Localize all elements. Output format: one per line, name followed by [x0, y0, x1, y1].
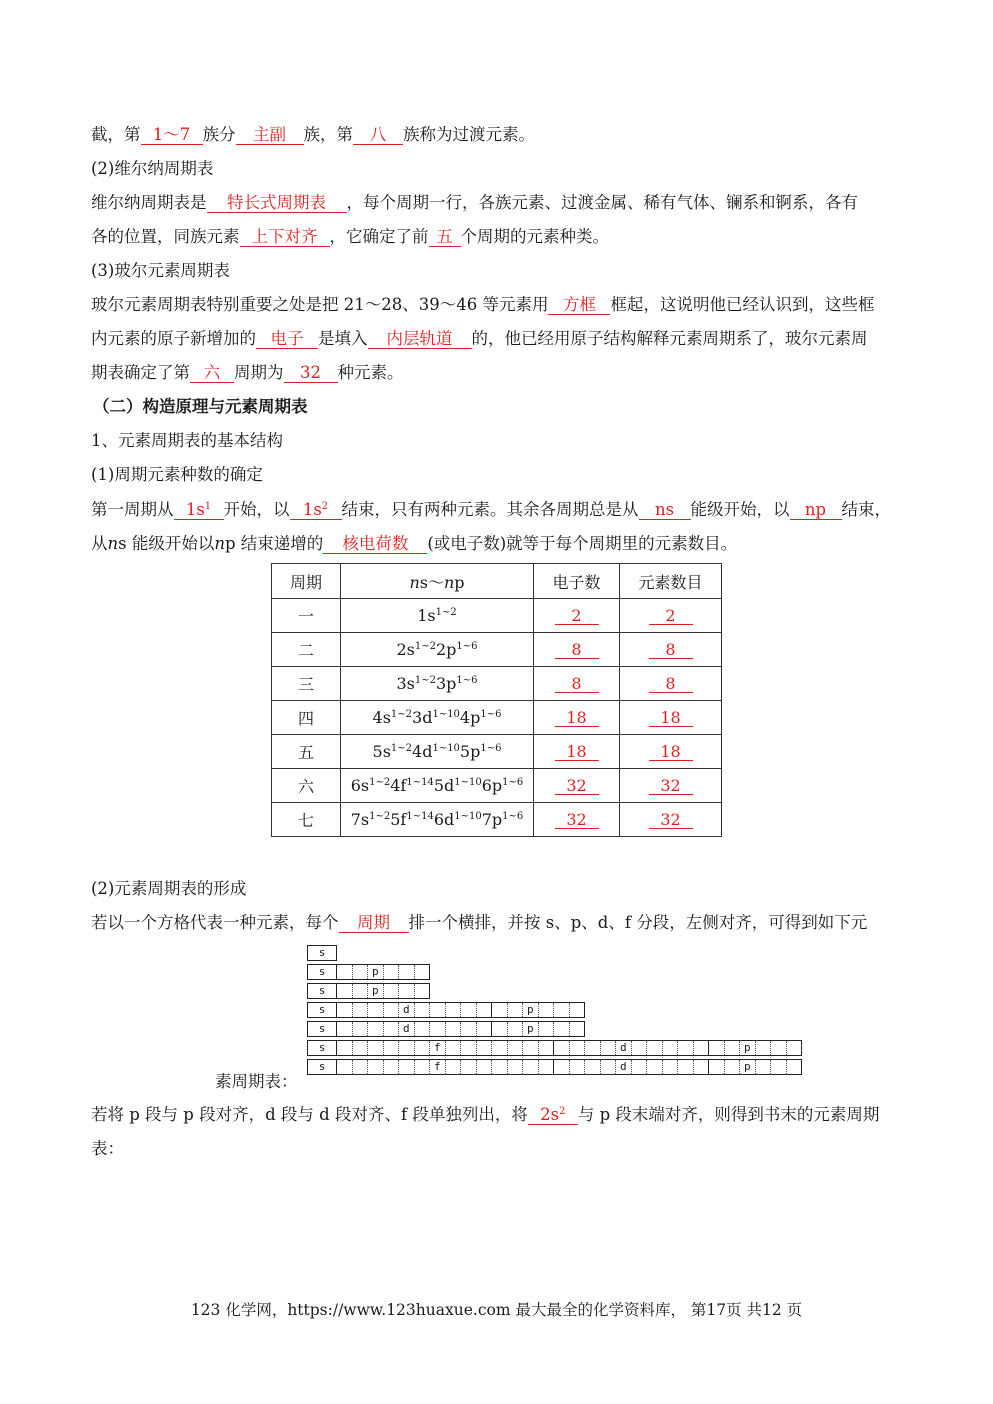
p-block — [336, 983, 430, 999]
diagram-cell: p — [740, 1041, 756, 1055]
diagram-cell — [353, 965, 369, 979]
diagram-cell: p — [740, 1060, 756, 1074]
answer-blank: $1s^2$ — [290, 501, 342, 520]
para-line-3c: 期表确定了第 六 周期为 32 种元素。 — [91, 363, 404, 382]
diagram-cell — [771, 1060, 787, 1074]
d-block — [553, 1040, 709, 1056]
diagram-cell — [492, 1003, 508, 1017]
p-block — [708, 1059, 802, 1075]
answer-blank: 上下对齐 — [240, 228, 330, 247]
diagram-cell — [585, 1060, 601, 1074]
diagram-row — [307, 1002, 802, 1018]
period-cell: 二 — [272, 633, 341, 667]
para-line-5: 若以一个方格代表一种元素，每个 周期 排一个横排，并按 s、p、d、f 分段，左侧对齐，可得到如下元 — [91, 913, 868, 932]
diagram-cell — [492, 1022, 508, 1036]
diagram-cell — [678, 1041, 694, 1055]
diagram-cell — [554, 1060, 570, 1074]
diagram-cell — [337, 984, 353, 998]
diagram-cell: f — [430, 1041, 446, 1055]
diagram-cell — [337, 1060, 353, 1074]
diagram-cell — [461, 1003, 477, 1017]
diagram-cell — [399, 1060, 415, 1074]
diagram-cell — [554, 1041, 570, 1055]
diagram-cell — [399, 984, 415, 998]
diagram-cell — [523, 1060, 539, 1074]
element-count-cell: 18 — [620, 701, 722, 735]
electron-count-cell: 18 — [534, 701, 620, 735]
diagram-row — [307, 1040, 802, 1056]
s-block — [307, 1002, 337, 1018]
s-block — [307, 1040, 337, 1056]
table-header: 元素数目 — [620, 564, 722, 599]
diagram-cell — [709, 1041, 725, 1055]
electron-count-cell: 32 — [534, 769, 620, 803]
answer-blank: 1～7 — [141, 126, 203, 145]
para-line-3a: 玻尔元素周期表特别重要之处是把 21～28、39～46 等元素用 方框 框起，这说明他已经认识到，这些框 — [91, 295, 875, 314]
diagram-caption: 素周期表： — [215, 1072, 298, 1091]
diagram-cell — [632, 1041, 648, 1055]
diagram-cell — [508, 1022, 524, 1036]
table-row — [272, 633, 722, 667]
s-block — [307, 1059, 337, 1075]
answer-blank: 六 — [190, 364, 234, 383]
s-block — [307, 1021, 337, 1037]
diagram-cell — [539, 1060, 554, 1074]
diagram-cell — [477, 1022, 492, 1036]
electron-count-cell: 18 — [534, 735, 620, 769]
diagram-cell — [368, 1003, 384, 1017]
diagram-cell — [368, 1041, 384, 1055]
diagram-cell — [756, 1060, 772, 1074]
subheading-period-count: (1)周期元素种数的确定 — [91, 465, 263, 484]
diagram-cell — [508, 1060, 524, 1074]
diagram-cell: p — [523, 1003, 539, 1017]
section-heading: （二）构造原理与元素周期表 — [93, 397, 308, 416]
config-cell: $6s^{1\sim 2}4f^{1\sim 14}5d^{1\sim 10}6p^{1\sim 6}$ — [341, 769, 534, 803]
diagram-cell — [694, 1041, 709, 1055]
diagram-cell — [477, 1060, 493, 1074]
diagram-cell — [585, 1041, 601, 1055]
para-line-6b: 表： — [91, 1139, 124, 1158]
subheading-formation: (2)元素周期表的形成 — [91, 879, 247, 898]
diagram-cell — [787, 1060, 802, 1074]
diagram-cell — [508, 1003, 524, 1017]
diagram-cell — [663, 1041, 679, 1055]
period-cell: 五 — [272, 735, 341, 769]
diagram-cell: p — [523, 1022, 539, 1036]
diagram-cell — [461, 1060, 477, 1074]
diagram-cell — [477, 1003, 492, 1017]
answer-blank: 方框 — [548, 296, 610, 315]
f-block — [336, 1059, 554, 1075]
diagram-cell — [430, 1022, 446, 1036]
diagram-cell — [399, 965, 415, 979]
diagram-cell — [399, 1041, 415, 1055]
diagram-cell: s — [318, 946, 326, 959]
period-table — [271, 563, 722, 837]
diagram-cell — [337, 965, 353, 979]
table-header-row — [272, 564, 722, 599]
diagram-cell — [353, 1003, 369, 1017]
diagram-cell — [384, 1060, 400, 1074]
para-line-3b: 内元素的原子新增加的 电子 是填入 内层轨道 的，他已经用原子结构解释元素周期系了，玻尔元素周 — [91, 329, 868, 348]
diagram-cell — [756, 1041, 772, 1055]
diagram-cell — [415, 965, 430, 979]
page-footer: 123 化学网，https://www.123huaxue.com 最大最全的化学资料库， 第17页 共12 页 — [190, 1301, 803, 1319]
table-row — [272, 667, 722, 701]
diagram-cell: d — [399, 1003, 415, 1017]
answer-blank: np — [790, 501, 842, 520]
answer-blank: 电子 — [256, 330, 318, 349]
diagram-cell: s — [318, 984, 326, 997]
diagram-cell — [353, 984, 369, 998]
para-line-2a: 维尔纳周期表是 特长式周期表 ，每个周期一行，各族元素、过渡金属、稀有气体、镧系和锕系，各有 — [91, 193, 858, 212]
diagram-cell — [446, 1003, 462, 1017]
f-block — [336, 1040, 554, 1056]
element-count-cell: 32 — [620, 769, 722, 803]
diagram-cell — [554, 1003, 570, 1017]
diagram-cell: p — [368, 984, 384, 998]
diagram-cell — [337, 1022, 353, 1036]
diagram-cell — [415, 1041, 431, 1055]
p-block — [336, 964, 430, 980]
answer-blank: $1s^1$ — [174, 501, 224, 520]
diagram-cell — [461, 1022, 477, 1036]
subheading-basic-structure: 1、元素周期表的基本结构 — [91, 431, 283, 450]
p-block — [491, 1002, 585, 1018]
diagram-cell — [601, 1041, 617, 1055]
diagram-cell — [492, 1041, 508, 1055]
diagram-cell — [415, 1060, 431, 1074]
table-row — [272, 769, 722, 803]
s-block — [307, 983, 337, 999]
diagram-cell — [446, 1060, 462, 1074]
element-count-cell: 2 — [620, 599, 722, 633]
answer-blank: 主副 — [236, 126, 304, 145]
diagram-cell — [725, 1041, 741, 1055]
diagram-cell — [337, 1041, 353, 1055]
electron-count-cell: 8 — [534, 633, 620, 667]
diagram-cell — [570, 1041, 586, 1055]
element-count-cell: 32 — [620, 803, 722, 837]
diagram-cell — [368, 1022, 384, 1036]
diagram-cell — [415, 984, 430, 998]
table-row — [272, 735, 722, 769]
element-count-cell: 18 — [620, 735, 722, 769]
diagram-cell — [725, 1060, 741, 1074]
answer-blank: 周期 — [339, 914, 409, 933]
diagram-cell — [647, 1041, 663, 1055]
d-block — [336, 1002, 492, 1018]
table-row — [272, 701, 722, 735]
diagram-cell — [539, 1022, 555, 1036]
diagram-cell — [446, 1041, 462, 1055]
period-cell: 七 — [272, 803, 341, 837]
d-block — [336, 1021, 492, 1037]
diagram-cell — [368, 1060, 384, 1074]
answer-blank: ns — [639, 501, 691, 520]
diagram-cell — [477, 1041, 493, 1055]
para-line-1: 截，第 1～7 族分 主副 族，第 八 族称为过渡元素。 — [91, 125, 535, 144]
diagram-cell — [337, 1003, 353, 1017]
answer-blank: 内层轨道 — [368, 330, 472, 349]
period-cell: 四 — [272, 701, 341, 735]
diagram-cell: s — [318, 1041, 326, 1054]
answer-blank: $2s^2$ — [528, 1106, 578, 1125]
diagram-cell: s — [318, 1003, 326, 1016]
diagram-cell — [384, 1003, 400, 1017]
diagram-cell — [384, 984, 400, 998]
diagram-cell — [353, 1060, 369, 1074]
s-block — [307, 945, 337, 961]
diagram-cell — [508, 1041, 524, 1055]
electron-count-cell: 32 — [534, 803, 620, 837]
diagram-cell: d — [616, 1060, 632, 1074]
block-diagram — [307, 945, 802, 1078]
diagram-cell — [570, 1060, 586, 1074]
config-cell: $4s^{1\sim 2}3d^{1\sim 10}4p^{1\sim 6}$ — [341, 701, 534, 735]
table-header: 电子数 — [534, 564, 620, 599]
diagram-row — [307, 964, 802, 980]
table-row — [272, 803, 722, 837]
diagram-cell: s — [318, 1022, 326, 1035]
answer-blank: 核电荷数 — [323, 535, 427, 554]
answer-blank: 八 — [353, 126, 403, 145]
subheading-werner: (2)维尔纳周期表 — [91, 159, 214, 178]
diagram-cell — [678, 1060, 694, 1074]
diagram-cell — [632, 1060, 648, 1074]
answer-blank: 32 — [284, 364, 338, 383]
answer-blank: 特长式周期表 — [207, 194, 347, 213]
table-header: ns～np — [341, 564, 534, 599]
diagram-cell — [694, 1060, 709, 1074]
diagram-row — [307, 983, 802, 999]
config-cell: $3s^{1\sim 2}3p^{1\sim 6}$ — [341, 667, 534, 701]
element-count-cell: 8 — [620, 633, 722, 667]
para-line-4b: 从ns 能级开始以np 结束递增的 核电荷数 (或电子数)就等于每个周期里的元素数目。 — [91, 534, 738, 553]
diagram-cell — [384, 1041, 400, 1055]
p-block — [708, 1040, 802, 1056]
diagram-cell: s — [318, 965, 326, 978]
element-count-cell: 8 — [620, 667, 722, 701]
diagram-cell: p — [368, 965, 384, 979]
para-line-6a: 若将 p 段与 p 段对齐，d 段与 d 段对齐、f 段单独列出，将 $2s^2$ 与 p 段末端对齐，则得到书末的元素周期 — [91, 1105, 880, 1124]
electron-count-cell: 2 — [534, 599, 620, 633]
p-block — [491, 1021, 585, 1037]
diagram-cell — [461, 1041, 477, 1055]
config-cell: $7s^{1\sim 2}5f^{1\sim 14}6d^{1\sim 10}7p^{1\sim 6}$ — [341, 803, 534, 837]
diagram-row — [307, 1059, 802, 1075]
period-cell: 六 — [272, 769, 341, 803]
diagram-cell — [539, 1003, 555, 1017]
diagram-cell — [771, 1041, 787, 1055]
diagram-row — [307, 945, 802, 961]
diagram-cell — [539, 1041, 554, 1055]
diagram-row — [307, 1021, 802, 1037]
diagram-cell — [663, 1060, 679, 1074]
diagram-cell — [446, 1022, 462, 1036]
diagram-cell — [430, 1003, 446, 1017]
diagram-cell — [384, 1022, 400, 1036]
config-cell: $5s^{1\sim 2}4d^{1\sim 10}5p^{1\sim 6}$ — [341, 735, 534, 769]
subheading-bohr: (3)玻尔元素周期表 — [91, 261, 230, 280]
diagram-cell — [601, 1060, 617, 1074]
diagram-cell — [554, 1022, 570, 1036]
diagram-cell: d — [616, 1041, 632, 1055]
diagram-cell — [492, 1060, 508, 1074]
diagram-cell — [570, 1022, 585, 1036]
period-cell: 三 — [272, 667, 341, 701]
period-cell: 一 — [272, 599, 341, 633]
electron-count-cell: 8 — [534, 667, 620, 701]
diagram-cell — [415, 1022, 431, 1036]
table-row — [272, 599, 722, 633]
config-cell: $1s^{1\sim 2}$ — [341, 599, 534, 633]
diagram-cell — [353, 1041, 369, 1055]
d-block — [553, 1059, 709, 1075]
diagram-cell — [787, 1041, 802, 1055]
diagram-cell — [570, 1003, 585, 1017]
para-line-4a: 第一周期从 $1s^1$ 开始，以 $1s^2$ 结束，只有两种元素。其余各周期总是从 ns 能级开始，以 np 结束， — [91, 500, 891, 519]
diagram-cell — [709, 1060, 725, 1074]
diagram-cell: s — [318, 1060, 326, 1073]
diagram-cell — [523, 1041, 539, 1055]
diagram-cell — [353, 1022, 369, 1036]
s-block — [307, 964, 337, 980]
diagram-cell: d — [399, 1022, 415, 1036]
config-cell: $2s^{1\sim 2}2p^{1\sim 6}$ — [341, 633, 534, 667]
diagram-cell — [415, 1003, 431, 1017]
answer-blank: 五 — [429, 228, 461, 247]
para-line-2b: 各的位置，同族元素 上下对齐 ，它确定了前 五 个周期的元素种类。 — [91, 227, 609, 246]
table-header: 周期 — [272, 564, 341, 599]
diagram-cell: f — [430, 1060, 446, 1074]
diagram-cell — [384, 965, 400, 979]
diagram-cell — [647, 1060, 663, 1074]
